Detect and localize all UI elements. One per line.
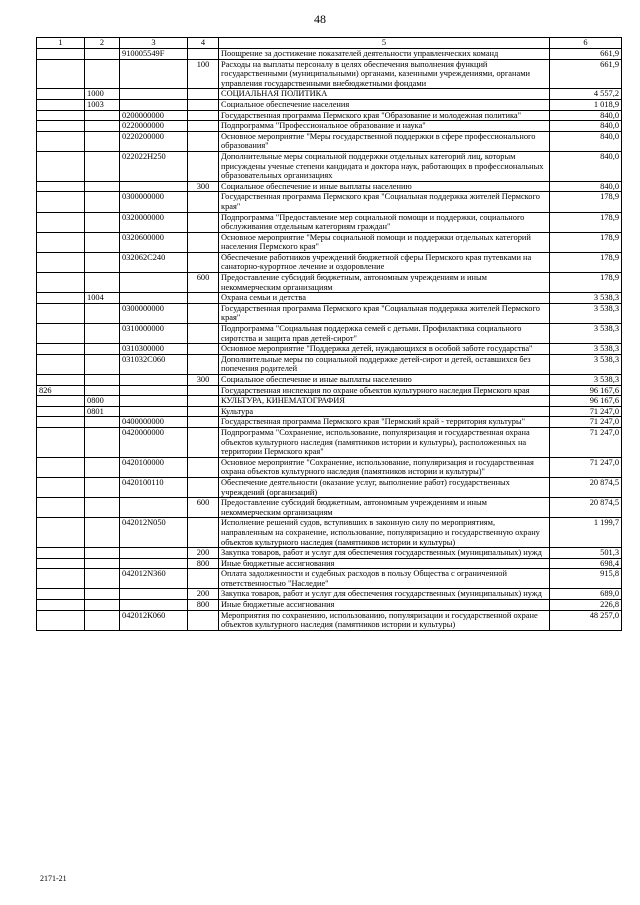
cell-ministry xyxy=(37,354,85,374)
cell-amount: 178,9 xyxy=(550,252,622,272)
cell-amount: 3 538,3 xyxy=(550,303,622,323)
cell-name: КУЛЬТУРА, КИНЕМАТОГРАФИЯ xyxy=(219,396,550,407)
cell-amount: 20 874,5 xyxy=(550,498,622,518)
cell-target-article xyxy=(120,273,188,293)
table-row xyxy=(37,89,622,100)
table-row xyxy=(37,212,622,232)
cell-section xyxy=(85,589,120,600)
cell-amount: 96 167,6 xyxy=(550,396,622,407)
cell-target-article: 0310300000 xyxy=(120,344,188,355)
page-number: 48 xyxy=(314,12,326,26)
cell-expense-type xyxy=(188,457,219,477)
cell-amount: 48 257,0 xyxy=(550,610,622,630)
cell-ministry xyxy=(37,518,85,548)
cell-section xyxy=(85,477,120,497)
cell-section xyxy=(85,212,120,232)
cell-amount: 840,0 xyxy=(550,121,622,132)
cell-ministry xyxy=(37,59,85,89)
cell-name: Государственная программа Пермского края "Социальная поддержка жителей Пермского края" xyxy=(219,303,550,323)
cell-ministry: 826 xyxy=(37,385,85,396)
cell-section xyxy=(85,49,120,60)
column-header: 4 xyxy=(188,38,219,49)
cell-ministry xyxy=(37,151,85,181)
cell-target-article: 0300000000 xyxy=(120,303,188,323)
cell-target-article xyxy=(120,548,188,559)
cell-target-article: 0420000000 xyxy=(120,427,188,457)
cell-target-article: 031032С060 xyxy=(120,354,188,374)
cell-expense-type: 100 xyxy=(188,59,219,89)
cell-name: Социальное обеспечение и иные выплаты населению xyxy=(219,375,550,386)
document-code: 2171-21 xyxy=(40,874,67,883)
cell-ministry xyxy=(37,396,85,407)
table-row xyxy=(37,600,622,611)
cell-section xyxy=(85,569,120,589)
cell-name: Закупка товаров, работ и услуг для обеспечения государственных (муниципальных) нужд xyxy=(219,548,550,559)
cell-target-article xyxy=(120,293,188,304)
cell-section xyxy=(85,273,120,293)
cell-ministry xyxy=(37,569,85,589)
table-row xyxy=(37,151,622,181)
cell-amount: 661,9 xyxy=(550,59,622,89)
table-row xyxy=(37,385,622,396)
column-header: 5 xyxy=(219,38,550,49)
cell-ministry xyxy=(37,610,85,630)
cell-expense-type xyxy=(188,212,219,232)
cell-ministry xyxy=(37,303,85,323)
cell-ministry xyxy=(37,273,85,293)
cell-section xyxy=(85,518,120,548)
cell-expense-type xyxy=(188,569,219,589)
cell-name: Исполнение решений судов, вступивших в законную силу по мероприятиям, направленным на сохранение, использование, популяризацию и государственную охрану объектов культурного наследия (памятников истории и культуры) xyxy=(219,518,550,548)
cell-name: Основное мероприятие "Меры государственной поддержки в сфере профессионального образования" xyxy=(219,131,550,151)
cell-ministry xyxy=(37,498,85,518)
cell-expense-type xyxy=(188,232,219,252)
cell-name: Предоставление субсидий бюджетным, автономным учреждениям и иным некоммерческим организациям xyxy=(219,273,550,293)
cell-target-article xyxy=(120,600,188,611)
cell-section xyxy=(85,558,120,569)
cell-name: Дополнительные меры социальной поддержки отдельных категорий лиц, которым присуждены ученые степени кандидата и доктора наук, работающих в профессиональных образовательных организациях xyxy=(219,151,550,181)
cell-ministry xyxy=(37,252,85,272)
column-header: 3 xyxy=(120,38,188,49)
cell-ministry xyxy=(37,417,85,428)
cell-ministry xyxy=(37,192,85,212)
table-row xyxy=(37,427,622,457)
cell-section xyxy=(85,192,120,212)
table-row xyxy=(37,192,622,212)
cell-amount: 226,8 xyxy=(550,600,622,611)
cell-expense-type xyxy=(188,385,219,396)
cell-expense-type xyxy=(188,192,219,212)
cell-section: 1004 xyxy=(85,293,120,304)
cell-amount: 3 538,3 xyxy=(550,354,622,374)
cell-target-article xyxy=(120,406,188,417)
table-row xyxy=(37,406,622,417)
cell-amount: 840,0 xyxy=(550,131,622,151)
cell-ministry xyxy=(37,324,85,344)
cell-expense-type xyxy=(188,131,219,151)
budget-table xyxy=(36,37,622,631)
cell-expense-type xyxy=(188,354,219,374)
cell-ministry xyxy=(37,110,85,121)
cell-name: Государственная программа Пермского края "Пермский край - территория культуры" xyxy=(219,417,550,428)
cell-section xyxy=(85,417,120,428)
table-row xyxy=(37,49,622,60)
cell-target-article: 0420100110 xyxy=(120,477,188,497)
cell-name: Оплата задолженности и судебных расходов в пользу Общества с ограниченной ответственностью "Наследие" xyxy=(219,569,550,589)
cell-target-article: 042012N050 xyxy=(120,518,188,548)
cell-expense-type: 800 xyxy=(188,558,219,569)
cell-expense-type xyxy=(188,89,219,100)
cell-name: Социальное обеспечение и иные выплаты населению xyxy=(219,181,550,192)
cell-ministry xyxy=(37,121,85,132)
cell-section xyxy=(85,252,120,272)
cell-expense-type xyxy=(188,427,219,457)
cell-name: СОЦИАЛЬНАЯ ПОЛИТИКА xyxy=(219,89,550,100)
cell-amount: 501,3 xyxy=(550,548,622,559)
table-row xyxy=(37,110,622,121)
cell-expense-type xyxy=(188,324,219,344)
cell-section: 0800 xyxy=(85,396,120,407)
cell-target-article: 0200000000 xyxy=(120,110,188,121)
cell-amount: 71 247,0 xyxy=(550,417,622,428)
cell-amount: 71 247,0 xyxy=(550,406,622,417)
cell-target-article xyxy=(120,89,188,100)
cell-target-article xyxy=(120,181,188,192)
table-row xyxy=(37,558,622,569)
cell-section xyxy=(85,324,120,344)
cell-expense-type: 200 xyxy=(188,548,219,559)
cell-target-article xyxy=(120,375,188,386)
table-row xyxy=(37,252,622,272)
cell-target-article: 0420100000 xyxy=(120,457,188,477)
cell-section: 0801 xyxy=(85,406,120,417)
cell-ministry xyxy=(37,427,85,457)
cell-amount: 178,9 xyxy=(550,273,622,293)
cell-expense-type: 800 xyxy=(188,600,219,611)
cell-target-article xyxy=(120,385,188,396)
cell-target-article: 042012N360 xyxy=(120,569,188,589)
cell-ministry xyxy=(37,181,85,192)
cell-target-article: 0220000000 xyxy=(120,121,188,132)
cell-target-article xyxy=(120,558,188,569)
cell-ministry xyxy=(37,548,85,559)
cell-expense-type: 600 xyxy=(188,498,219,518)
column-header: 1 xyxy=(37,38,85,49)
cell-expense-type xyxy=(188,49,219,60)
cell-expense-type xyxy=(188,293,219,304)
table-row xyxy=(37,99,622,110)
table-row xyxy=(37,59,622,89)
cell-section xyxy=(85,600,120,611)
cell-name: Поощрение за достижение показателей деятельности управленческих команд xyxy=(219,49,550,60)
cell-name: Подпрограмма "Сохранение, использование, популяризация и государственная охрана объектов культурного наследия (памятников истории и культуры), расположенных на территории Пермского края" xyxy=(219,427,550,457)
cell-amount: 20 874,5 xyxy=(550,477,622,497)
cell-expense-type xyxy=(188,417,219,428)
cell-amount: 178,9 xyxy=(550,212,622,232)
cell-section xyxy=(85,385,120,396)
table-row xyxy=(37,344,622,355)
cell-name: Расходы на выплаты персоналу в целях обеспечения выполнения функций государственными (муниципальными) органами, казенными учреждениями, органами управления государственными внебюджетными фондами xyxy=(219,59,550,89)
cell-expense-type: 600 xyxy=(188,273,219,293)
cell-name: Иные бюджетные ассигнования xyxy=(219,600,550,611)
cell-ministry xyxy=(37,89,85,100)
cell-ministry xyxy=(37,457,85,477)
cell-name: Государственная программа Пермского края "Образование и молодежная политика" xyxy=(219,110,550,121)
column-header: 2 xyxy=(85,38,120,49)
cell-target-article: 0300000000 xyxy=(120,192,188,212)
cell-expense-type xyxy=(188,610,219,630)
cell-expense-type: 200 xyxy=(188,589,219,600)
cell-amount: 3 538,3 xyxy=(550,344,622,355)
table-row xyxy=(37,324,622,344)
table-row xyxy=(37,375,622,386)
cell-name: Иные бюджетные ассигнования xyxy=(219,558,550,569)
cell-target-article: 910005549F xyxy=(120,49,188,60)
cell-name: Мероприятия по сохранению, использованию, популяризации и государственной охране объектов культурного наследия (памятников истории и культуры) xyxy=(219,610,550,630)
cell-ministry xyxy=(37,477,85,497)
cell-section xyxy=(85,344,120,355)
cell-section xyxy=(85,610,120,630)
cell-section xyxy=(85,548,120,559)
cell-amount: 1 199,7 xyxy=(550,518,622,548)
table-row xyxy=(37,181,622,192)
cell-ministry xyxy=(37,212,85,232)
cell-target-article: 0220200000 xyxy=(120,131,188,151)
cell-section xyxy=(85,59,120,89)
cell-section xyxy=(85,457,120,477)
cell-amount: 96 167,6 xyxy=(550,385,622,396)
cell-name: Подпрограмма "Предоставление мер социальной помощи и поддержки, социального обслуживания отдельным категориям граждан" xyxy=(219,212,550,232)
table-row xyxy=(37,569,622,589)
cell-ministry xyxy=(37,589,85,600)
cell-section xyxy=(85,354,120,374)
cell-amount: 1 018,9 xyxy=(550,99,622,110)
cell-ministry xyxy=(37,49,85,60)
cell-section xyxy=(85,121,120,132)
table-row xyxy=(37,396,622,407)
cell-target-article: 0320600000 xyxy=(120,232,188,252)
cell-name: Основное мероприятие "Поддержка детей, нуждающихся в особой заботе государства" xyxy=(219,344,550,355)
cell-amount: 840,0 xyxy=(550,181,622,192)
cell-amount: 178,9 xyxy=(550,192,622,212)
cell-ministry xyxy=(37,293,85,304)
table-row xyxy=(37,548,622,559)
cell-section xyxy=(85,498,120,518)
cell-section: 1003 xyxy=(85,99,120,110)
cell-amount: 915,8 xyxy=(550,569,622,589)
table-row xyxy=(37,518,622,548)
cell-expense-type xyxy=(188,396,219,407)
table-row xyxy=(37,477,622,497)
cell-name: Обеспечение работников учреждений бюджетной сферы Пермского края путевками на санаторно-курортное лечение и оздоровление xyxy=(219,252,550,272)
cell-name: Подпрограмма "Социальная поддержка семей с детьми. Профилактика социального сиротства и защита прав детей-сирот" xyxy=(219,324,550,344)
table-row xyxy=(37,303,622,323)
cell-name: Дополнительные меры по социальной поддержке детей-сирот и детей, оставшихся без попечения родителей xyxy=(219,354,550,374)
cell-amount: 689,0 xyxy=(550,589,622,600)
cell-target-article xyxy=(120,589,188,600)
cell-name: Охрана семьи и детства xyxy=(219,293,550,304)
cell-name: Основное мероприятие "Меры социальной помощи и поддержки отдельных категорий населения Пермского края" xyxy=(219,232,550,252)
cell-target-article: 0400000000 xyxy=(120,417,188,428)
cell-expense-type xyxy=(188,344,219,355)
cell-name: Закупка товаров, работ и услуг для обеспечения государственных (муниципальных) нужд xyxy=(219,589,550,600)
table-row xyxy=(37,498,622,518)
table-row xyxy=(37,354,622,374)
cell-target-article xyxy=(120,59,188,89)
cell-section xyxy=(85,232,120,252)
cell-expense-type: 300 xyxy=(188,375,219,386)
cell-name: Государственная программа Пермского края "Социальная поддержка жителей Пермского края" xyxy=(219,192,550,212)
cell-amount: 178,9 xyxy=(550,232,622,252)
cell-section xyxy=(85,303,120,323)
cell-name: Социальное обеспечение населения xyxy=(219,99,550,110)
cell-ministry xyxy=(37,99,85,110)
cell-ministry xyxy=(37,131,85,151)
table-row xyxy=(37,457,622,477)
cell-section xyxy=(85,131,120,151)
table-row xyxy=(37,610,622,630)
table-row xyxy=(37,417,622,428)
cell-expense-type xyxy=(188,518,219,548)
cell-amount: 71 247,0 xyxy=(550,457,622,477)
cell-expense-type: 300 xyxy=(188,181,219,192)
cell-target-article: 032062С240 xyxy=(120,252,188,272)
cell-target-article: 0310000000 xyxy=(120,324,188,344)
table-row xyxy=(37,121,622,132)
cell-name: Культура xyxy=(219,406,550,417)
cell-amount: 3 538,3 xyxy=(550,375,622,386)
cell-amount: 698,4 xyxy=(550,558,622,569)
cell-name: Основное мероприятие "Сохранение, использование, популяризация и государственная охрана объектов культурного наследия (памятников истории и культуры)" xyxy=(219,457,550,477)
cell-expense-type xyxy=(188,151,219,181)
table-row xyxy=(37,589,622,600)
cell-ministry xyxy=(37,600,85,611)
cell-section: 1000 xyxy=(85,89,120,100)
cell-name: Подпрограмма "Профессиональное образование и наука" xyxy=(219,121,550,132)
cell-section xyxy=(85,181,120,192)
table-row xyxy=(37,232,622,252)
cell-ministry xyxy=(37,558,85,569)
cell-expense-type xyxy=(188,303,219,323)
cell-expense-type xyxy=(188,406,219,417)
cell-amount: 840,0 xyxy=(550,151,622,181)
cell-amount: 661,9 xyxy=(550,49,622,60)
cell-expense-type xyxy=(188,252,219,272)
cell-expense-type xyxy=(188,477,219,497)
cell-target-article xyxy=(120,99,188,110)
cell-amount: 4 557,2 xyxy=(550,89,622,100)
column-header: 6 xyxy=(550,38,622,49)
cell-ministry xyxy=(37,375,85,386)
cell-target-article xyxy=(120,396,188,407)
cell-expense-type xyxy=(188,110,219,121)
cell-target-article xyxy=(120,498,188,518)
cell-ministry xyxy=(37,406,85,417)
table-row xyxy=(37,293,622,304)
cell-expense-type xyxy=(188,99,219,110)
cell-target-article: 022022Н250 xyxy=(120,151,188,181)
cell-ministry xyxy=(37,232,85,252)
cell-target-article: 042012К060 xyxy=(120,610,188,630)
cell-name: Государственная инспекция по охране объектов культурного наследия Пермского края xyxy=(219,385,550,396)
cell-target-article: 0320000000 xyxy=(120,212,188,232)
cell-section xyxy=(85,427,120,457)
cell-amount: 3 538,3 xyxy=(550,293,622,304)
table-row xyxy=(37,131,622,151)
cell-amount: 71 247,0 xyxy=(550,427,622,457)
cell-name: Обеспечение деятельности (оказание услуг, выполнение работ) государственных учреждений (организаций) xyxy=(219,477,550,497)
cell-expense-type xyxy=(188,121,219,132)
cell-section xyxy=(85,110,120,121)
header-row xyxy=(37,38,622,49)
cell-amount: 840,0 xyxy=(550,110,622,121)
table-row xyxy=(37,273,622,293)
cell-section xyxy=(85,151,120,181)
cell-name: Предоставление субсидий бюджетным, автономным учреждениям и иным некоммерческим организациям xyxy=(219,498,550,518)
cell-ministry xyxy=(37,344,85,355)
cell-amount: 3 538,3 xyxy=(550,324,622,344)
cell-section xyxy=(85,375,120,386)
